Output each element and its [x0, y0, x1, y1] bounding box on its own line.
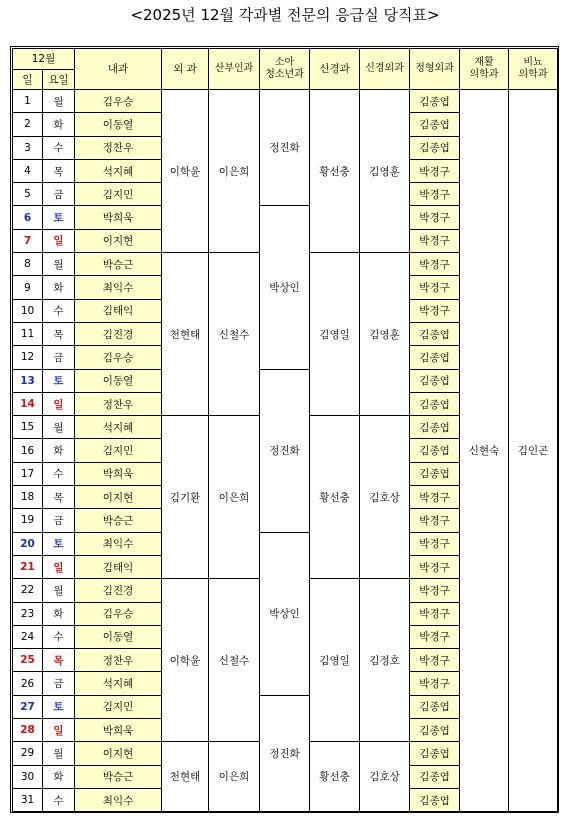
weekday-cell: 일 [43, 229, 75, 252]
internal-cell: 정찬우 [75, 649, 162, 672]
internal-cell: 김지민 [75, 183, 162, 206]
internal-cell: 김지민 [75, 439, 162, 462]
ortho-cell: 박경구 [410, 229, 460, 252]
ortho-cell: 김종엽 [410, 765, 460, 788]
page-title: <2025년 12월 각과별 전문의 응급실 당직표> [130, 6, 440, 24]
neuro-cell: 김영일 [310, 253, 360, 416]
day-cell: 26 [13, 672, 43, 695]
internal-cell: 김우승 [75, 90, 162, 113]
internal-cell: 김진경 [75, 579, 162, 602]
ortho-cell: 박경구 [410, 532, 460, 555]
internal-cell: 이동열 [75, 369, 162, 392]
weekday-cell: 일 [43, 555, 75, 578]
internal-cell: 최익수 [75, 532, 162, 555]
neurosurg-cell: 김영훈 [360, 90, 410, 253]
surgery-header: 외 과 [162, 49, 209, 90]
peds-header-line1: 소아 [274, 57, 295, 68]
internal-cell: 이동열 [75, 625, 162, 648]
internal-cell: 김우승 [75, 602, 162, 625]
internal-cell: 석지혜 [75, 672, 162, 695]
weekday-cell: 수 [43, 788, 75, 811]
day-cell: 15 [13, 416, 43, 439]
internal-cell: 김우승 [75, 346, 162, 369]
weekday-cell: 화 [43, 765, 75, 788]
obgyn-cell: 이은희 [209, 416, 260, 579]
weekday-cell: 목 [43, 649, 75, 672]
weekday-cell: 토 [43, 695, 75, 718]
ortho-cell: 박경구 [410, 625, 460, 648]
surgery-cell: 이학윤 [162, 579, 209, 742]
ortho-cell: 박경구 [410, 206, 460, 229]
day-cell: 23 [13, 602, 43, 625]
peds-cell: 박상인 [260, 206, 310, 369]
obgyn-header: 산부인과 [209, 49, 260, 90]
day-cell: 31 [13, 788, 43, 811]
ortho-cell: 김종엽 [410, 322, 460, 345]
day-cell: 7 [13, 229, 43, 252]
weekday-cell: 토 [43, 206, 75, 229]
day-cell: 24 [13, 625, 43, 648]
weekday-cell: 화 [43, 113, 75, 136]
weekday-cell: 목 [43, 322, 75, 345]
day-cell: 28 [13, 719, 43, 742]
weekday-cell: 수 [43, 136, 75, 159]
neuro-cell: 황선충 [310, 90, 360, 253]
ortho-cell: 박경구 [410, 555, 460, 578]
internal-cell: 김지민 [75, 695, 162, 718]
internal-cell: 최익수 [75, 276, 162, 299]
weekday-cell: 목 [43, 159, 75, 182]
weekday-cell: 금 [43, 346, 75, 369]
surgery-cell: 천현태 [162, 253, 209, 416]
peds-header-line2: 청소년과 [265, 69, 304, 80]
day-cell: 9 [13, 276, 43, 299]
peds-cell: 정진화 [260, 369, 310, 532]
obgyn-cell: 신철수 [209, 253, 260, 416]
peds-header [260, 49, 310, 90]
peds-cell: 정진화 [260, 695, 310, 811]
uro-header-line2: 의학과 [518, 69, 548, 80]
obgyn-cell: 이은희 [209, 742, 260, 812]
peds-cell: 박상인 [260, 532, 310, 695]
ortho-cell: 김종엽 [410, 439, 460, 462]
day-cell: 18 [13, 486, 43, 509]
weekday-cell: 토 [43, 369, 75, 392]
ortho-cell: 박경구 [410, 579, 460, 602]
internal-cell: 박승근 [75, 509, 162, 532]
internal-cell: 박희욱 [75, 206, 162, 229]
neuro-cell: 김영일 [310, 579, 360, 742]
obgyn-cell: 신철수 [209, 579, 260, 742]
ortho-cell: 박경구 [410, 602, 460, 625]
ortho-header: 정형외과 [410, 49, 460, 90]
day-cell: 19 [13, 509, 43, 532]
weekday-cell: 화 [43, 439, 75, 462]
internal-cell: 이동열 [75, 113, 162, 136]
ortho-cell: 박경구 [410, 159, 460, 182]
ortho-cell: 박경구 [410, 183, 460, 206]
day-cell: 13 [13, 369, 43, 392]
weekday-cell: 수 [43, 462, 75, 485]
internal-cell: 박승근 [75, 253, 162, 276]
ortho-cell: 김종엽 [410, 392, 460, 415]
day-cell: 17 [13, 462, 43, 485]
ortho-cell: 박경구 [410, 509, 460, 532]
uro-header [509, 49, 558, 90]
internal-cell: 이지현 [75, 229, 162, 252]
ortho-cell: 박경구 [410, 276, 460, 299]
neurosurg-cell: 김호상 [360, 416, 410, 579]
day-cell: 27 [13, 695, 43, 718]
internal-cell: 박희욱 [75, 462, 162, 485]
ortho-cell: 박경구 [410, 672, 460, 695]
ortho-cell: 김종엽 [410, 788, 460, 811]
weekday-cell: 일 [43, 392, 75, 415]
weekday-cell: 월 [43, 253, 75, 276]
ortho-cell: 김종엽 [410, 113, 460, 136]
uro-header-line1: 비뇨 [523, 57, 543, 68]
day-cell: 1 [13, 90, 43, 113]
day-cell: 16 [13, 439, 43, 462]
day-cell: 5 [13, 183, 43, 206]
rehab-header [460, 49, 509, 90]
obgyn-cell: 이은희 [209, 90, 260, 253]
internal-cell: 이지현 [75, 742, 162, 765]
neuro-cell: 황선충 [310, 742, 360, 812]
day-cell: 10 [13, 299, 43, 322]
weekday-cell: 토 [43, 532, 75, 555]
day-cell: 8 [13, 253, 43, 276]
peds-cell: 정진화 [260, 90, 310, 206]
ortho-cell: 김종엽 [410, 416, 460, 439]
day-cell: 22 [13, 579, 43, 602]
ortho-cell: 김종엽 [410, 369, 460, 392]
ortho-cell: 김종엽 [410, 136, 460, 159]
weekday-cell: 월 [43, 579, 75, 602]
internal-cell: 김태익 [75, 555, 162, 578]
weekday-cell: 월 [43, 416, 75, 439]
ortho-cell: 박경구 [410, 649, 460, 672]
ortho-cell: 김종엽 [410, 462, 460, 485]
surgery-cell: 김기환 [162, 416, 209, 579]
neuro-header: 신경과 [310, 49, 360, 90]
surgery-cell: 이학윤 [162, 90, 209, 253]
day-cell: 12 [13, 346, 43, 369]
day-cell: 6 [13, 206, 43, 229]
neurosurg-cell: 김영훈 [360, 253, 410, 416]
weekday-cell: 수 [43, 299, 75, 322]
internal-cell: 김태익 [75, 299, 162, 322]
neurosurg-cell: 김정호 [360, 579, 410, 742]
duty-schedule-table [12, 48, 558, 812]
internal-cell: 석지혜 [75, 159, 162, 182]
internal-header: 내과 [75, 49, 162, 90]
internal-cell: 정찬우 [75, 392, 162, 415]
weekday-cell: 금 [43, 672, 75, 695]
rehab-header-line1: 재활 [474, 57, 494, 68]
weekday-cell: 월 [43, 90, 75, 113]
day-cell: 20 [13, 532, 43, 555]
ortho-cell: 김종엽 [410, 742, 460, 765]
ortho-cell: 김종엽 [410, 695, 460, 718]
ortho-cell: 김종엽 [410, 90, 460, 113]
weekday-header: 요일 [43, 70, 75, 90]
table-row [13, 90, 558, 113]
ortho-cell: 박경구 [410, 253, 460, 276]
rehab-header-line2: 의학과 [469, 69, 499, 80]
ortho-cell: 박경구 [410, 486, 460, 509]
schedule-body [13, 90, 558, 812]
internal-cell: 이지현 [75, 486, 162, 509]
internal-cell: 박희욱 [75, 719, 162, 742]
weekday-cell: 일 [43, 719, 75, 742]
neurosurg-cell: 김호상 [360, 742, 410, 812]
weekday-cell: 월 [43, 742, 75, 765]
day-cell: 21 [13, 555, 43, 578]
weekday-cell: 화 [43, 276, 75, 299]
day-cell: 4 [13, 159, 43, 182]
day-cell: 14 [13, 392, 43, 415]
internal-cell: 석지혜 [75, 416, 162, 439]
day-cell: 30 [13, 765, 43, 788]
day-cell: 29 [13, 742, 43, 765]
surgery-cell: 천현태 [162, 742, 209, 812]
rehab-cell: 신현숙 [460, 90, 509, 812]
day-cell: 2 [13, 113, 43, 136]
weekday-cell: 금 [43, 509, 75, 532]
day-header: 일 [13, 70, 43, 90]
ortho-cell: 김종엽 [410, 346, 460, 369]
weekday-cell: 화 [43, 602, 75, 625]
internal-cell: 김진경 [75, 322, 162, 345]
day-cell: 25 [13, 649, 43, 672]
uro-cell: 김인곤 [509, 90, 558, 812]
weekday-cell: 목 [43, 486, 75, 509]
weekday-cell: 금 [43, 183, 75, 206]
month-header: 12월 [13, 49, 75, 70]
internal-cell: 최익수 [75, 788, 162, 811]
weekday-cell: 수 [43, 625, 75, 648]
internal-cell: 박승근 [75, 765, 162, 788]
day-cell: 3 [13, 136, 43, 159]
neuro-cell: 황선충 [310, 416, 360, 579]
ortho-cell: 박경구 [410, 299, 460, 322]
internal-cell: 정찬우 [75, 136, 162, 159]
neurosurg-header: 신경외과 [360, 49, 410, 90]
day-cell: 11 [13, 322, 43, 345]
ortho-cell: 김종엽 [410, 719, 460, 742]
